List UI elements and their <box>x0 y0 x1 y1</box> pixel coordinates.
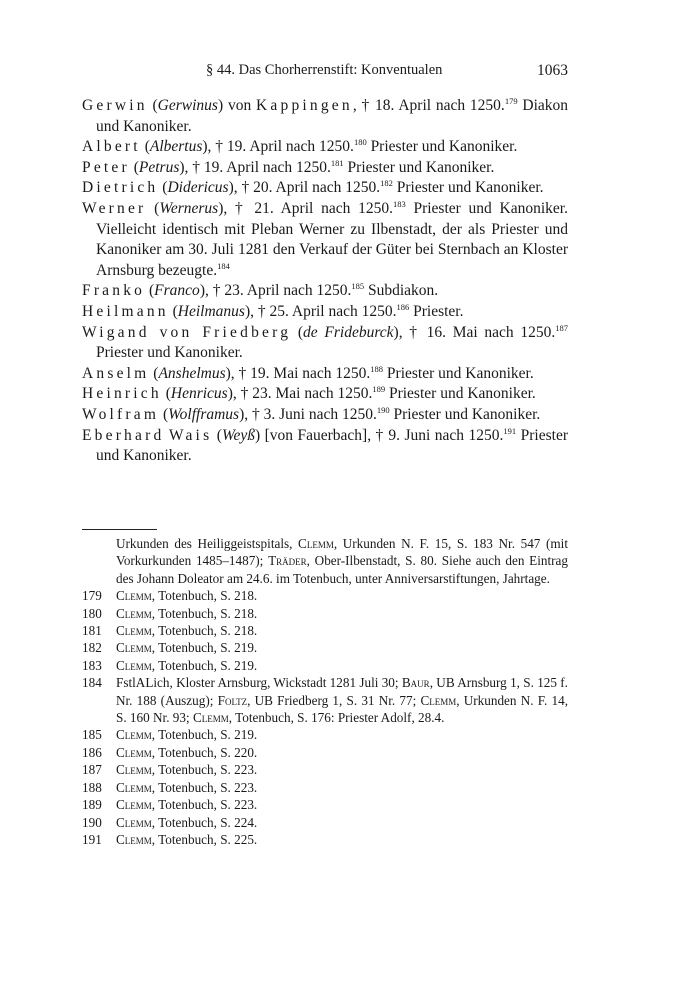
entry-latin-name: Anshelmus <box>158 364 226 382</box>
entry-date: ), † 23. April nach 1250. <box>199 282 352 300</box>
footnote-author: Clemm <box>192 710 229 726</box>
entry-text: Priester. <box>409 302 464 320</box>
footnote-author: Clemm <box>116 605 152 621</box>
footnote-186 <box>82 744 568 761</box>
footnote-ref[interactable]: 188 <box>370 363 384 374</box>
entry-text: Priester und Kanoniker. <box>366 138 518 156</box>
footnote-number: 191 <box>82 831 102 847</box>
footnote-author: Clemm <box>116 744 152 760</box>
entry-date: ), † 20. April nach 1250. <box>228 179 381 197</box>
entry-name: Wolfram <box>82 405 160 423</box>
footnote-ref[interactable]: 187 <box>555 322 569 333</box>
footnote-author: Clemm <box>116 727 152 743</box>
running-title: § 44. Das Chorherrenstift: Konventualen <box>206 62 443 78</box>
footnote-ref[interactable]: 186 <box>396 301 410 312</box>
footnotes <box>82 535 568 848</box>
footnote-number: 184 <box>82 675 102 691</box>
footnote-author: Clemm <box>116 779 152 795</box>
footnote-author: Clemm <box>116 588 152 604</box>
footnote-number: 181 <box>82 623 102 639</box>
entry-werner: Werner (Wernerus), † 21. April nach 1250.$^{183}$ Priester und Kanoniker. Vielleicht identisch mit Pleban Werner zu Ilbenstadt, der als Priester und Kanoniker am 30. Juli 1281 den Verkauf der Güter bei Sternbach an Kloster Arnsburg bezeugte.$^{184}$ <box>82 198 568 279</box>
entry-peter: Peter (Petrus), † 19. April nach 1250.$^{181}$ Priester und Kanoniker. <box>82 157 495 176</box>
entry-albert: Albert (Albertus), † 19. April nach 1250.$^{180}$ Priester und Kanoniker. <box>82 137 518 156</box>
footnote-181 <box>82 622 568 639</box>
entry-name: Dietrich <box>82 179 159 197</box>
entry-anselm: Anselm (Anshelmus), † 19. Mai nach 1250.$^{188}$ Priester und Kanoniker. <box>82 363 534 382</box>
footnote-184 <box>82 674 568 726</box>
footnote-ref[interactable]: 184 <box>217 260 230 271</box>
entry-date: ), † 16. Mai nach 1250. <box>393 323 556 341</box>
footnote-rule <box>82 529 157 530</box>
footnote-text: , Urkunden N. F. 15, S. 183 Nr. 547 (mit Vorkurkunden 1485–1487); <box>116 536 568 569</box>
entry-name: Werner <box>82 199 147 217</box>
entry-text: von <box>149 323 203 341</box>
footnote-187 <box>82 761 568 778</box>
footnote-182 <box>82 639 568 656</box>
footnote-text: , Urkunden N. F. 14, S. 160 Nr. 93; <box>116 692 568 726</box>
entry-latin-name: Didericus <box>167 179 229 197</box>
footnote-text: , Totenbuch, S. 223. <box>151 797 258 813</box>
footnote-text: , Totenbuch, S. 218. <box>151 588 258 604</box>
footnote-author: Clemm <box>116 797 152 813</box>
footnote-ref[interactable]: 189 <box>372 384 386 395</box>
entry-text: von <box>223 97 257 114</box>
entry-place: Friedberg <box>202 323 292 341</box>
entry-text: Priester und Kanoniker. <box>383 364 534 382</box>
footnote-author: Baur <box>401 675 430 691</box>
entry-date: ), † 19. Mai nach 1250. <box>225 364 371 382</box>
entry-name: Albert <box>82 138 141 156</box>
footnote-text: , Totenbuch, S. 219. <box>151 657 258 673</box>
entry-text: Priester und Kanoniker. <box>343 158 495 176</box>
footnote-ref[interactable]: 191 <box>503 425 517 436</box>
entry-franko: Franko (Franco), † 23. April nach 1250.$^{185}$ Subdiakon. <box>82 281 439 300</box>
footnote-text: , Totenbuch, S. 176: Priester Adolf, 28.4. <box>228 710 445 726</box>
footnote-number: 180 <box>82 605 102 621</box>
footnote-183 <box>82 657 568 674</box>
footnote-text: , Totenbuch, S. 225. <box>151 831 258 847</box>
entry-name: Heinrich <box>82 385 162 403</box>
footnote-author: Clemm <box>116 657 152 673</box>
footnote-text: , UB Arnsburg 1, S. 125 f. Nr. 188 (Auszug); <box>116 675 568 708</box>
footnote-continued <box>82 535 568 587</box>
entry-date: ), † 23. Mai nach 1250. <box>227 385 373 403</box>
footnote-number: 189 <box>82 797 102 813</box>
entry-date: ), † 19. April nach 1250. <box>202 138 354 156</box>
entry-latin-name: Wolfframus <box>168 405 240 423</box>
entry-place: Kappingen <box>256 97 353 114</box>
footnote-text: , UB Friedberg 1, S. 31 Nr. 77; <box>247 692 421 708</box>
footnote-author: Clemm <box>116 640 152 656</box>
entry-latin-name: Gerwinus <box>157 97 218 114</box>
entry-latin-name: Petrus <box>138 158 180 176</box>
footnote-ref[interactable]: 185 <box>351 281 365 292</box>
entry-eberhard: Eberhard Wais (Weyß) [von Fauerbach], † 9. Juni nach 1250.$^{191}$ Priester und Kanoniker. <box>82 425 568 465</box>
entry-text: Priester und Kanoniker. <box>389 405 541 423</box>
entry-date: , † 18. April nach 1250. <box>352 97 505 114</box>
footnote-author: Foltz <box>217 692 248 708</box>
footnote-ref[interactable]: 182 <box>380 178 393 189</box>
entry-wigand: Wigand von Friedberg (de Frideburck), † 16. Mai nach 1250.$^{187}$ Priester und Kanoniker. <box>82 322 569 362</box>
entry-dietrich: Dietrich (Didericus), † 20. April nach 1250.$^{182}$ Priester und Kanoniker. <box>82 178 544 197</box>
entry-heinrich: Heinrich (Henricus), † 23. Mai nach 1250.$^{189}$ Priester und Kanoniker. <box>82 384 536 403</box>
footnote-author: Träder <box>268 553 307 569</box>
entry-text: Priester und Kanoniker. <box>96 344 243 362</box>
entry-latin-name: Wernerus <box>159 199 219 217</box>
entry-text: Priester und Kanoniker. Vielleicht identisch mit Pleban Werner zu Ilbenstadt, der als Priester und Kanoniker am 30. Juli 1281 den Verkauf der Güter bei Sternbach an Kloster Arnsburg bezeugte. <box>96 199 568 279</box>
entry-text: Priester und Kanoniker. <box>385 385 536 403</box>
entry-date: ), † 21. April nach 1250. <box>218 199 393 217</box>
footnote-number: 183 <box>82 657 102 673</box>
footnote-author: Clemm <box>116 814 152 830</box>
entry-latin-name: Weyß <box>221 426 255 444</box>
entry-name: Anselm <box>82 364 150 382</box>
footnote-author: Clemm <box>116 623 152 639</box>
footnote-text: , Totenbuch, S. 223. <box>151 779 258 795</box>
footnote-ref[interactable]: 180 <box>353 137 367 148</box>
footnote-author: Clemm <box>116 831 152 847</box>
entry-gerwin: Gerwin (Gerwinus) von Kappingen, † 18. April nach 1250.$^{179}$ Diakon und Kanoniker. <box>82 96 569 135</box>
entry-text: Priester und Kanoniker. <box>392 179 544 197</box>
entry-name: Peter <box>82 158 130 176</box>
footnote-author: Clemm <box>298 536 334 551</box>
footnote-189 <box>82 796 568 813</box>
footnote-text: , Totenbuch, S. 224. <box>151 814 258 830</box>
footnote-number: 185 <box>82 727 102 743</box>
entry-latin-name: Franco <box>154 282 200 300</box>
footnote-text: , Totenbuch, S. 220. <box>151 744 258 760</box>
footnote-text: , Totenbuch, S. 218. <box>151 623 258 639</box>
footnote-number: 186 <box>82 744 102 760</box>
running-header <box>82 62 568 82</box>
footnote-ref[interactable]: 190 <box>376 404 390 415</box>
entry-date: ), † 25. April nach 1250. <box>244 302 397 320</box>
footnote-ref[interactable]: 179 <box>504 96 518 106</box>
entry-date: ), † 3. Juni nach 1250. <box>239 405 377 423</box>
entry-latin-name: Heilmanus <box>177 302 245 320</box>
footnote-author: Clemm <box>420 692 457 708</box>
footnote-number: 182 <box>82 640 102 656</box>
entry-text: Subdiakon. <box>364 282 439 300</box>
entry-name: Eberhard <box>82 426 165 444</box>
footnote-179 <box>82 587 568 604</box>
footnote-number: 187 <box>82 762 102 778</box>
footnote-text: , Totenbuch, S. 223. <box>151 762 258 778</box>
footnote-191 <box>82 831 568 848</box>
footnote-190 <box>82 814 568 831</box>
footnote-ref[interactable]: 183 <box>392 198 406 209</box>
entry-latin-name: Henricus <box>170 385 228 403</box>
footnote-ref[interactable]: 181 <box>330 157 344 168</box>
footnote-text: , Totenbuch, S. 219. <box>151 640 258 656</box>
entry-text: Diakon und Kanoniker. <box>96 97 569 135</box>
footnote-text: FstlALich, Kloster Arnsburg, Wickstadt 1281 Juli 30; <box>116 675 402 691</box>
footnote-188 <box>82 779 568 796</box>
entry-heilmann: Heilmann (Heilmanus), † 25. April nach 1250.$^{186}$ Priester. <box>82 301 464 320</box>
footnote-185 <box>82 726 568 743</box>
footnote-text: , Ober-Ilbenstadt, S. 80. Siehe auch den Eintrag des Johann Doleator am 24.6. im Totenbuch, unter Anniversarstiftungen, Jahrtage. <box>116 553 568 586</box>
footnote-text: , Totenbuch, S. 219. <box>151 727 258 743</box>
entry-name: Wigand <box>82 323 150 341</box>
footnote-number: 190 <box>82 814 102 830</box>
entry-list <box>82 96 568 467</box>
entry-name: Franko <box>82 282 146 300</box>
footnote-text: Urkunden des Heiliggeistspitals, <box>116 536 299 551</box>
entry-latin-name: Albertus <box>149 138 203 156</box>
footnote-author: Clemm <box>116 762 152 778</box>
page-number: 1063 <box>537 62 568 79</box>
footnote-number: 179 <box>82 588 102 604</box>
entry-wolfram: Wolfram (Wolfframus), † 3. Juni nach 1250.$^{190}$ Priester und Kanoniker. <box>82 404 541 423</box>
entry-date: ) [von Fauerbach], † 9. Juni nach 1250. <box>254 426 504 444</box>
entry-surname: Wais <box>168 426 213 444</box>
entry-text: Priester und Kanoniker. <box>96 426 568 465</box>
entry-date: ), † 19. April nach 1250. <box>179 158 331 176</box>
footnote-number: 188 <box>82 779 102 795</box>
entry-latin-name: de Frideburck <box>303 323 394 341</box>
entry-name: Gerwin <box>82 97 148 114</box>
footnote-text: , Totenbuch, S. 218. <box>151 605 258 621</box>
footnote-180 <box>82 605 568 622</box>
entry-name: Heilmann <box>82 302 169 320</box>
